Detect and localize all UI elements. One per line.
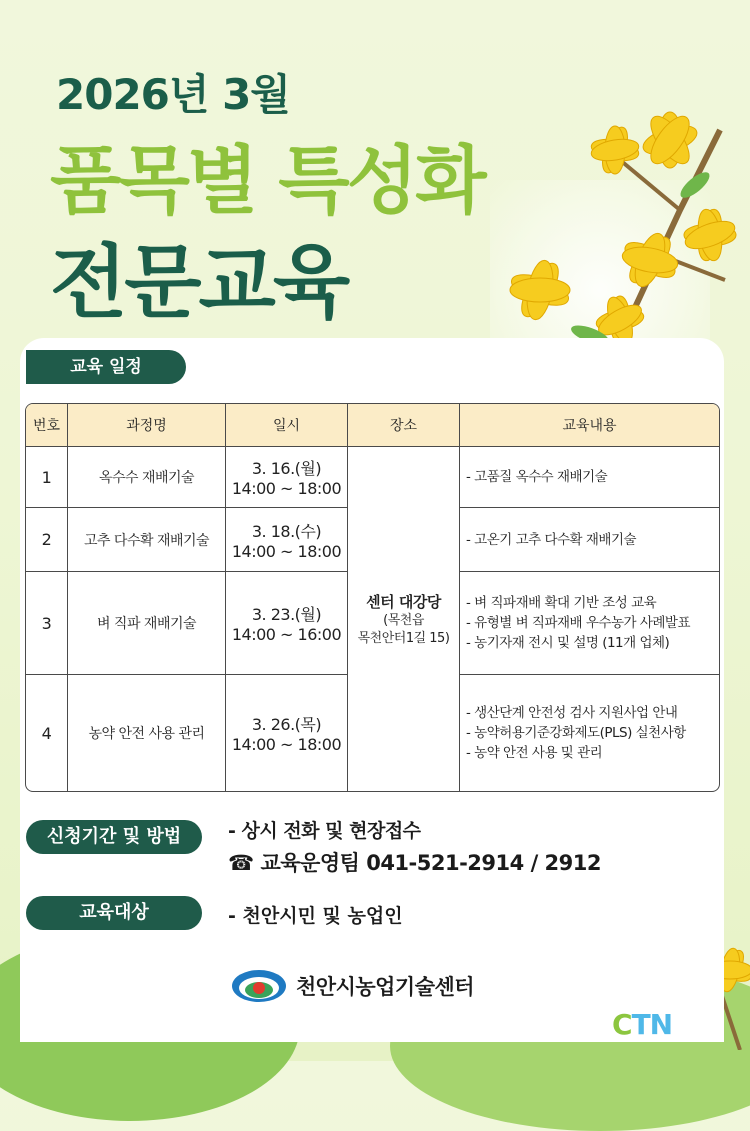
table-row — [26, 447, 719, 508]
venue-name: 센터 대강당 — [366, 592, 441, 611]
row-time: 14:00 ~ 18:00 — [231, 735, 342, 754]
row-number: 3 — [26, 572, 68, 675]
row-course-name: 벼 직파 재배기술 — [68, 572, 226, 675]
column-header-datetime: 일시 — [226, 404, 348, 447]
content-line: - 생산단계 안전성 검사 지원사업 안내 — [466, 705, 678, 721]
row-time: 14:00 ~ 18:00 — [231, 479, 342, 498]
row-datetime — [226, 572, 348, 675]
row-course-name: 고추 다수확 재배기술 — [68, 508, 226, 572]
column-header-number: 번호 — [26, 404, 68, 447]
content-line: - 유형별 벼 직파재배 우수농가 사례발표 — [466, 615, 690, 631]
row-time: 14:00 ~ 16:00 — [231, 625, 342, 644]
content-line: - 벼 직파재배 확대 기반 조성 교육 — [466, 595, 657, 611]
row-time: 14:00 ~ 18:00 — [231, 541, 342, 561]
content-line: - 고온기 고추 다수확 재배기술 — [466, 531, 637, 548]
content-line: - 농약 안전 사용 및 관리 — [466, 745, 603, 761]
schedule-table — [25, 403, 720, 792]
target-value: - 천안시민 및 농업인 — [228, 905, 403, 927]
table-header-row — [26, 404, 719, 447]
row-content — [460, 447, 719, 508]
row-datetime — [226, 508, 348, 572]
row-content — [460, 675, 719, 791]
row-content — [460, 572, 719, 675]
row-number: 1 — [26, 447, 68, 508]
title-sub: 전문교육 — [50, 236, 348, 329]
title-main: 품목별 특성화 — [50, 138, 484, 224]
organization-name: 천안시농업기술센터 — [296, 975, 475, 999]
title-year-month: 2026년 3월 — [56, 70, 290, 119]
row-content — [460, 508, 719, 572]
row-course-name: 옥수수 재배기술 — [68, 447, 226, 508]
content-line: - 농약허용기준강화제도(PLS) 실천사항 — [466, 725, 686, 741]
content-line: - 고품질 옥수수 재배기술 — [466, 469, 608, 485]
venue-detail-2: 목천안터1길 15) — [357, 630, 450, 646]
column-header-course: 과정명 — [68, 404, 226, 447]
target-section-label: 교육대상 — [26, 896, 202, 930]
venue-cell — [348, 447, 460, 791]
schedule-section-label: 교육 일정 — [26, 350, 186, 384]
row-datetime — [226, 447, 348, 508]
row-date: 3. 26.(목) — [251, 715, 322, 734]
column-header-venue: 장소 — [348, 404, 460, 447]
ctn-watermark-c: C — [612, 1008, 632, 1041]
organization-logo — [230, 968, 474, 1004]
row-datetime — [226, 675, 348, 791]
row-number: 4 — [26, 675, 68, 791]
content-line: - 농기자재 전시 및 설명 (11개 업체) — [466, 635, 670, 651]
row-date: 3. 23.(월) — [251, 605, 322, 624]
row-date: 3. 18.(수) — [251, 521, 322, 541]
column-header-content: 교육내용 — [460, 404, 719, 447]
ctn-watermark-tn: TN — [631, 1008, 673, 1041]
forsythia-illustration-top — [470, 90, 750, 350]
ctn-watermark — [612, 1008, 672, 1041]
venue-detail-1: (목천읍 — [383, 612, 424, 628]
row-date: 3. 16.(월) — [251, 459, 322, 478]
apply-method: - 상시 전화 및 현장접수 — [228, 820, 421, 842]
apply-phone: ☎ 교육운영팀 041-521-2914 / 2912 — [228, 851, 601, 875]
row-course-name: 농약 안전 사용 관리 — [68, 675, 226, 791]
apply-section-label: 신청기간 및 방법 — [26, 820, 202, 854]
cheonan-emblem-icon — [230, 968, 288, 1004]
row-number: 2 — [26, 508, 68, 572]
